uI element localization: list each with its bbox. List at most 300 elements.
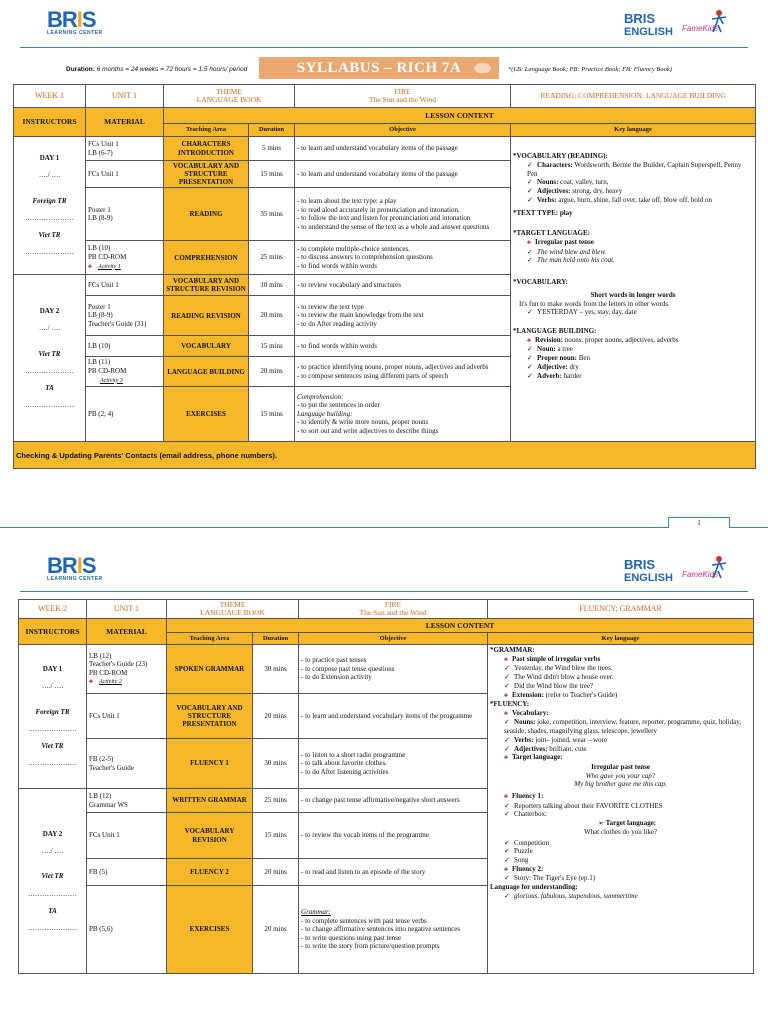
key-label: Verbs: bbox=[537, 195, 557, 204]
check-icon: ✓ bbox=[504, 856, 510, 864]
duration-cell: 20 mins bbox=[253, 859, 299, 886]
teaching-area: FLUENCY 2 bbox=[167, 859, 253, 886]
objective-item: - to review vocabulary and structures bbox=[297, 280, 402, 289]
key-label: Adjectives: bbox=[514, 744, 548, 753]
instructor-2: TA bbox=[48, 906, 57, 915]
duration-value: 6 months = 24 weeks = 72 hours = 1.5 hours/ period bbox=[96, 66, 248, 73]
key-heading: *GRAMMAR: bbox=[490, 646, 535, 654]
key-text: Puzzle bbox=[514, 847, 533, 856]
objective-item: - to complete sentences with past tense verbs bbox=[301, 916, 427, 925]
header-rule bbox=[20, 591, 748, 592]
lesson-content-header: LESSON CONTENT bbox=[164, 108, 756, 124]
objective-cell bbox=[299, 813, 488, 859]
material-header: MATERIAL bbox=[86, 108, 164, 137]
teaching-area: VOCABULARY bbox=[164, 336, 249, 357]
duration-cell: 20 mins bbox=[253, 886, 299, 974]
material-cell bbox=[87, 859, 167, 886]
check-icon: ✓ bbox=[527, 308, 533, 317]
material-header: MATERIAL bbox=[87, 619, 167, 645]
theme-label: THEME bbox=[216, 87, 242, 97]
theme-value-cell bbox=[295, 85, 511, 108]
check-icon: ✓ bbox=[527, 178, 533, 187]
unit-label: UNIT 1 bbox=[87, 600, 167, 619]
key-label: Past simple of irregular verbs bbox=[512, 654, 601, 663]
objective-item: - to learn and understand vocabulary items of the passage bbox=[297, 169, 458, 178]
objective-cell bbox=[295, 336, 511, 357]
unit-label: UNIT 1 bbox=[86, 85, 164, 108]
objective-item: - to review the vocab items of the programme bbox=[301, 831, 429, 840]
check-icon: ✓ bbox=[527, 187, 533, 195]
key-text: joke, competition, interview, feature, reporter, programme, quiz, holiday, seaside, shades, magnifying glass, telescope, jewellery bbox=[504, 718, 742, 735]
objective-cell bbox=[299, 789, 488, 813]
material-item: LB (10) bbox=[88, 244, 111, 253]
instructor-1-blank: ………………… bbox=[28, 889, 77, 898]
material-item: FCs Unit 1 bbox=[88, 280, 119, 289]
objective-item: - to listen to a short radio programme bbox=[301, 750, 406, 759]
objective-cell bbox=[295, 137, 511, 161]
famekids-logo: FameKids bbox=[682, 570, 719, 579]
teaching-area: CHARACTERS INTRODUCTION bbox=[164, 137, 249, 161]
duration-cell: 25 mins bbox=[253, 789, 299, 813]
week2-key-language bbox=[488, 645, 754, 974]
instructor-1-blank: ………………… bbox=[25, 366, 74, 375]
objective-item: - to practice past tenses bbox=[301, 656, 367, 665]
instructor-1: Viet TR bbox=[41, 872, 64, 881]
map-icon bbox=[471, 60, 493, 76]
check-icon: ✓ bbox=[504, 847, 510, 856]
day-date: …./ …. bbox=[38, 324, 61, 333]
material-item: PB CD-ROM bbox=[88, 366, 127, 375]
objective-item: - to put the sentences in order bbox=[297, 401, 380, 410]
key-text: dry bbox=[569, 362, 579, 371]
theme-cell bbox=[167, 600, 299, 619]
theme-label: THEME bbox=[219, 600, 246, 610]
logo-text: BR bbox=[47, 7, 77, 32]
duration-cell: 20 mins bbox=[249, 357, 295, 387]
objective-item: - to read aloud accurately in pronunciation and intonation. bbox=[297, 205, 460, 214]
logo-bris: BRIS bbox=[624, 11, 656, 26]
teaching-area: LANGUAGE BUILDING bbox=[164, 357, 249, 387]
objective-item: - to follow the text and listen for pronunciation and intonation bbox=[297, 214, 471, 223]
check-icon: ✓ bbox=[527, 256, 533, 265]
day-label: DAY 1 bbox=[39, 154, 60, 163]
check-icon: ✓ bbox=[504, 744, 510, 753]
material-cell bbox=[86, 296, 164, 336]
material-item: LB (12) bbox=[89, 791, 112, 800]
objective-item: - to write the story from picture/question prompts bbox=[301, 942, 440, 951]
duration-cell: 20 mins bbox=[253, 694, 299, 739]
objective-item: - to learn and understand vocabulary items of the programme bbox=[301, 711, 473, 720]
objective-item: Grammar: bbox=[301, 908, 331, 917]
logo-english: ENGLISH bbox=[624, 572, 673, 584]
logo-bris: BRIS bbox=[624, 557, 656, 572]
objective-cell bbox=[295, 387, 511, 442]
material-cell bbox=[86, 188, 164, 241]
duration-cell: 25 mins bbox=[249, 241, 295, 275]
bullet-icon: ♣ bbox=[504, 656, 508, 663]
material-cell bbox=[86, 275, 164, 296]
duration-header: Duration bbox=[249, 124, 295, 137]
material-item: Teacher's Guide (23) bbox=[89, 660, 148, 669]
objective-cell bbox=[295, 296, 511, 336]
teaching-area: FLUENCY 1 bbox=[167, 739, 253, 789]
focus-cell: FLUENCY; GRAMMAR bbox=[488, 600, 754, 619]
page-divider bbox=[0, 527, 768, 528]
material-item: FCs Unit 1 bbox=[89, 711, 120, 720]
logo-text-b: S bbox=[81, 553, 96, 578]
day2-instructors bbox=[19, 789, 87, 974]
bris-english-logo bbox=[624, 558, 734, 590]
instructors-header: INSTRUCTORS bbox=[19, 619, 87, 645]
logo-subtitle: LEARNING CENTER bbox=[47, 30, 103, 36]
key-text: glorious, fabulous, stupendous, summertime bbox=[514, 891, 638, 900]
key-example: Who gave you your cap? bbox=[585, 771, 656, 780]
objective-cell bbox=[295, 188, 511, 241]
objective-cell bbox=[299, 739, 488, 789]
theme-book: LANGUAGE BOOK bbox=[200, 608, 265, 617]
objective-item: Comprehension: bbox=[297, 392, 344, 401]
objective-item: - to find words within words bbox=[297, 261, 377, 270]
instructor-1: Viet TR bbox=[38, 349, 61, 358]
teaching-area: READING REVISION bbox=[164, 296, 249, 336]
objective-cell bbox=[299, 859, 488, 886]
key-text: Story: The Tiger's Eye (ep.1) bbox=[514, 874, 596, 883]
week1-key-language bbox=[511, 137, 756, 442]
material-item: PB CD-ROM bbox=[88, 252, 127, 261]
objective-item: - to learn and understand vocabulary items of the passage bbox=[297, 144, 458, 153]
material-item: Teacher's Guide bbox=[89, 763, 134, 772]
duration-cell: 15 mins bbox=[249, 336, 295, 357]
key-heading: *TARGET LANGUAGE: bbox=[513, 229, 590, 238]
material-cell bbox=[87, 789, 167, 813]
key-example: Did the Wind blow the tree? bbox=[514, 681, 594, 690]
teaching-area: VOCABULARY REVISION bbox=[167, 813, 253, 859]
check-icon: ✓ bbox=[504, 673, 510, 681]
legend-note: *(LB: Language Book; PB: Practice Book; FB: Fluency Book) bbox=[508, 66, 672, 73]
instructors-header: INSTRUCTORS bbox=[14, 108, 86, 137]
teaching-area: VOCABULARY AND STRUCTURE PRESENTATION bbox=[167, 694, 253, 739]
material-cell bbox=[87, 813, 167, 859]
objective-item: - to identify & write more nouns, proper nouns bbox=[297, 418, 429, 427]
key-example: What clothes do you like? bbox=[583, 827, 658, 836]
duration-line bbox=[66, 66, 247, 73]
bris-learning-center-logo: BRIS LEARNING CENTER bbox=[47, 553, 103, 582]
duration-cell: 15 mins bbox=[249, 387, 295, 442]
material-item: PB (5,6) bbox=[89, 925, 113, 934]
key-language-header: Key language bbox=[511, 124, 756, 137]
key-text: (refer to Teacher's Guide) bbox=[545, 690, 618, 699]
key-text: It's fun to make words from the letters in other words. bbox=[519, 299, 670, 308]
table-row bbox=[14, 137, 756, 161]
objective-item: - to do After listening activities bbox=[301, 767, 389, 776]
material-item: PB CD-ROM bbox=[89, 668, 128, 677]
day-date: …./ …. bbox=[41, 846, 64, 855]
objective-item: - to discuss answers to comprehension questions bbox=[297, 253, 433, 262]
key-heading: Language for understanding: bbox=[490, 883, 578, 891]
key-text: YESTERDAY – yes, stay, day, date bbox=[537, 308, 637, 317]
objective-header: Objective bbox=[299, 633, 488, 645]
material-item: Teacher's Guide (31) bbox=[88, 319, 147, 328]
teaching-area: EXERCISES bbox=[167, 886, 253, 974]
figure-icon bbox=[706, 8, 732, 34]
activity-link: Activity 3 bbox=[100, 377, 123, 384]
key-label: Adjectives: bbox=[537, 187, 571, 195]
key-label: Short words in longer words bbox=[590, 290, 676, 299]
key-text: Ben bbox=[578, 354, 591, 362]
objective-cell bbox=[299, 645, 488, 694]
day-label: DAY 2 bbox=[42, 829, 63, 838]
bullet-icon: ♣ bbox=[504, 794, 508, 800]
parents-contact-note: Checking & Updating Parents' Contacts (email address, phone numbers). bbox=[14, 442, 756, 469]
theme-book: LANGUAGE BOOK bbox=[196, 95, 262, 104]
material-item: PB (2, 4) bbox=[88, 409, 114, 418]
instructor-2-blank: ………………… bbox=[28, 923, 77, 932]
key-label: Verbs: bbox=[514, 735, 534, 744]
objective-cell bbox=[299, 694, 488, 739]
material-item: Poster 1 bbox=[88, 302, 111, 311]
teaching-area: READING bbox=[164, 188, 249, 241]
duration-cell: 35 mins bbox=[249, 188, 295, 241]
objective-item: - to change affirmative sentences into negative sentences bbox=[301, 925, 461, 934]
week-label: WEEK 1 bbox=[14, 85, 86, 108]
objective-cell bbox=[295, 161, 511, 188]
lesson-content-header: LESSON CONTENT bbox=[167, 619, 754, 633]
teaching-area: WRITTEN GRAMMAR bbox=[167, 789, 253, 813]
duration-cell: 30 mins bbox=[253, 739, 299, 789]
key-text: Chatterbox: bbox=[514, 810, 548, 819]
check-icon: ✓ bbox=[504, 681, 510, 690]
instructor-2-blank: ………………… bbox=[28, 759, 77, 768]
check-icon: ✓ bbox=[527, 345, 533, 354]
key-heading: *LANGUAGE BUILDING: bbox=[513, 327, 597, 335]
material-cell bbox=[87, 886, 167, 974]
key-label: Vocabulary: bbox=[512, 708, 549, 717]
duration-cell: 15 mins bbox=[249, 161, 295, 188]
page-number-box bbox=[668, 517, 730, 528]
key-text: Competition bbox=[514, 838, 550, 847]
title-text: SYLLABUS – RICH 7A bbox=[296, 60, 462, 76]
key-label: Noun: bbox=[537, 345, 556, 354]
key-text: join– joined, wear – wore bbox=[535, 735, 608, 744]
key-label: Revision: bbox=[535, 335, 564, 344]
instructor-1: Foreign TR bbox=[32, 197, 67, 206]
theme-subtitle: The Sun and the Wind bbox=[368, 95, 437, 104]
duration-header: Duration bbox=[253, 633, 299, 645]
week1-syllabus-table bbox=[13, 84, 756, 469]
focus-cell: READING; COMPREHENSION; LANGUAGE BUILDING bbox=[511, 85, 756, 108]
objective-item: - to learn about the text type: a play bbox=[297, 197, 397, 206]
teaching-area: VOCABULARY AND STRUCTURE REVISION bbox=[164, 275, 249, 296]
key-example: The man held onto his coat. bbox=[537, 256, 615, 265]
objective-cell bbox=[295, 241, 511, 275]
material-item: LB (8-9) bbox=[88, 311, 113, 320]
bullet-icon: ♣ bbox=[527, 240, 531, 246]
key-label: Nouns: bbox=[514, 718, 536, 727]
theme-subtitle: The Sun and the Wind bbox=[359, 608, 427, 617]
bullet-icon: ♣ bbox=[504, 692, 508, 699]
material-cell bbox=[87, 645, 167, 694]
material-cell bbox=[86, 357, 164, 387]
key-text: argue, burn, shine, fall over, take off, blow off, hold on bbox=[558, 195, 713, 204]
activity-link: Activity 2 bbox=[99, 679, 122, 686]
instructor-2: Viet TR bbox=[41, 742, 64, 751]
header-rule bbox=[20, 47, 748, 48]
material-item: FCs Unit 1 bbox=[89, 831, 120, 840]
check-icon: ✓ bbox=[504, 801, 510, 810]
key-text: strong, dry, heavy bbox=[572, 187, 623, 195]
check-icon: ✓ bbox=[504, 718, 510, 727]
objective-item: - to write questions using past tense bbox=[301, 933, 401, 942]
bullet-icon: ♣ bbox=[504, 710, 508, 717]
material-item: FCs Unit 1 bbox=[88, 169, 119, 178]
teaching-area: EXERCISES bbox=[164, 387, 249, 442]
key-text: nouns, proper nouns, adjectives, adverbs bbox=[564, 335, 679, 344]
material-item: FCs Unit 1 bbox=[88, 139, 119, 148]
bullet-icon: ♣ bbox=[527, 337, 531, 344]
bullet-icon: ♣ bbox=[89, 679, 93, 686]
theme-value: FIRE bbox=[384, 600, 402, 610]
bris-english-logo bbox=[624, 12, 734, 44]
famekids-logo: FameKids bbox=[682, 24, 719, 33]
key-label: Irregular past tense bbox=[535, 238, 594, 246]
syllabus-title bbox=[259, 57, 499, 79]
key-language-header: Key language bbox=[488, 633, 754, 645]
duration-cell: 10 mins bbox=[249, 275, 295, 296]
duration-cell: 15 mins bbox=[253, 813, 299, 859]
key-example: My big brother gave me this cap. bbox=[574, 780, 667, 789]
objective-item: - to compose past tense questions bbox=[301, 664, 395, 673]
bullet-icon: ♣ bbox=[504, 755, 508, 762]
material-item: LB (8-9) bbox=[88, 214, 113, 223]
objective-item: - to do After reading activity bbox=[297, 319, 377, 328]
instructor-1: Foreign TR bbox=[35, 707, 70, 716]
material-item: Grammar WS bbox=[89, 800, 128, 809]
objective-item: - to compose sentences using different parts of speech bbox=[297, 371, 449, 380]
logo-text: BR bbox=[47, 553, 77, 578]
instructor-2-blank: ………………… bbox=[25, 248, 74, 257]
check-icon: ✓ bbox=[527, 362, 533, 371]
table-row bbox=[19, 645, 754, 694]
material-item: FB (5) bbox=[89, 867, 108, 876]
objective-cell bbox=[295, 357, 511, 387]
check-icon: ✓ bbox=[527, 195, 533, 204]
day2-instructors bbox=[14, 275, 86, 442]
objective-item: - to review the text type bbox=[297, 302, 364, 311]
objective-item: Language building: bbox=[297, 409, 353, 418]
material-item: LB (12) bbox=[89, 651, 112, 660]
key-heading: *VOCABULARY (READING): bbox=[513, 152, 608, 160]
teaching-area-header: Teaching Area bbox=[167, 633, 253, 645]
key-text: Reporters talking about their FAVORITE CLOTHES bbox=[514, 801, 663, 810]
week-label: WEEK 2 bbox=[19, 600, 87, 619]
day-date: …./ …. bbox=[41, 682, 64, 691]
key-label: Proper noun: bbox=[537, 354, 578, 362]
bullet-icon: ♣ bbox=[504, 866, 508, 873]
check-icon: ✓ bbox=[504, 874, 510, 883]
material-cell bbox=[86, 336, 164, 357]
key-label: Target language: bbox=[512, 753, 563, 762]
key-text: harder bbox=[563, 371, 582, 380]
week2-syllabus-table bbox=[18, 599, 754, 974]
key-example: The Wind didn't blow a house over. bbox=[514, 673, 614, 681]
objective-item: - to review the main knowledge from the text bbox=[297, 311, 424, 320]
arrow-icon: ➢ bbox=[598, 819, 604, 827]
key-text: brilliant, cute bbox=[549, 744, 587, 753]
material-cell bbox=[87, 694, 167, 739]
check-icon: ✓ bbox=[504, 838, 510, 847]
objective-item: - to find words within words bbox=[297, 341, 377, 350]
check-icon: ✓ bbox=[527, 160, 533, 169]
day1-instructors bbox=[14, 137, 86, 275]
material-item: LB (11) bbox=[88, 358, 111, 367]
objective-item: - to talk about favorite clothes. bbox=[301, 759, 387, 768]
key-label: Characters: bbox=[537, 160, 573, 169]
key-label: Adverb: bbox=[537, 371, 562, 380]
material-item: LB (6-7) bbox=[88, 148, 113, 157]
instructor-1-blank: ………………… bbox=[25, 214, 74, 223]
key-example: Yesterday, the Wind blew the trees. bbox=[514, 664, 613, 673]
logo-english: ENGLISH bbox=[624, 26, 673, 38]
objective-item: - to understand the sense of the text as a whole and answer questions bbox=[297, 222, 490, 231]
day-date: …./ …. bbox=[38, 171, 61, 180]
material-item: FB (2-5) bbox=[89, 754, 114, 763]
key-heading: *VOCABULARY: bbox=[513, 278, 568, 286]
bris-learning-center-logo: BRIS LEARNING CENTER bbox=[47, 7, 103, 36]
key-label: Nouns: bbox=[537, 178, 559, 187]
teaching-area-header: Teaching Area bbox=[164, 124, 249, 137]
duration-cell: 30 mins bbox=[253, 645, 299, 694]
objective-item: - to practice identifying nouns, proper nouns, adjectives and adverbs bbox=[297, 363, 489, 372]
duration-cell: 20 mins bbox=[249, 296, 295, 336]
instructor-2-blank: ………………… bbox=[25, 400, 74, 409]
key-text: a tree bbox=[557, 345, 573, 354]
key-heading: *FLUENCY: bbox=[490, 700, 530, 708]
key-label: Extension: bbox=[512, 690, 544, 699]
key-label: Irregular past tense bbox=[591, 762, 650, 771]
key-label: Adjective: bbox=[537, 362, 568, 371]
instructor-2: Viet TR bbox=[38, 231, 61, 240]
instructor-2: TA bbox=[45, 383, 54, 392]
day-label: DAY 1 bbox=[42, 665, 63, 674]
key-label: Fluency 1: bbox=[512, 792, 544, 800]
check-icon: ✓ bbox=[527, 371, 533, 380]
theme-value-cell bbox=[299, 600, 488, 619]
logo-subtitle: LEARNING CENTER bbox=[47, 576, 103, 582]
objective-item: - to sort out and write adjectives to describe things bbox=[297, 426, 439, 435]
objective-item: - to change past tense affirmative/negative short answers bbox=[301, 796, 460, 805]
teaching-area: VOCABULARY AND STRUCTURE PRESENTATION bbox=[164, 161, 249, 188]
day1-instructors bbox=[19, 645, 87, 789]
check-icon: ✓ bbox=[527, 354, 533, 362]
key-text: coat, valley, turn, bbox=[560, 178, 609, 187]
objective-cell bbox=[299, 886, 488, 974]
key-text: Song bbox=[514, 856, 529, 864]
material-item: Poster 1 bbox=[88, 205, 111, 214]
material-cell bbox=[86, 161, 164, 188]
key-label: Fluency 2: bbox=[512, 864, 544, 873]
figure-icon bbox=[706, 554, 732, 580]
teaching-area: COMPREHENSION bbox=[164, 241, 249, 275]
key-heading: *TEXT TYPE: play bbox=[513, 208, 573, 217]
material-item: LB (10) bbox=[88, 341, 111, 350]
material-cell bbox=[86, 137, 164, 161]
check-icon: ✓ bbox=[504, 891, 510, 900]
material-cell bbox=[86, 241, 164, 275]
key-text: Wordsworth, Bernie the Builder, Captain Superspell, Penny Pen bbox=[527, 160, 742, 178]
day-label: DAY 2 bbox=[39, 306, 60, 315]
check-icon: ✓ bbox=[527, 247, 533, 256]
logo-text-b: S bbox=[81, 7, 96, 32]
